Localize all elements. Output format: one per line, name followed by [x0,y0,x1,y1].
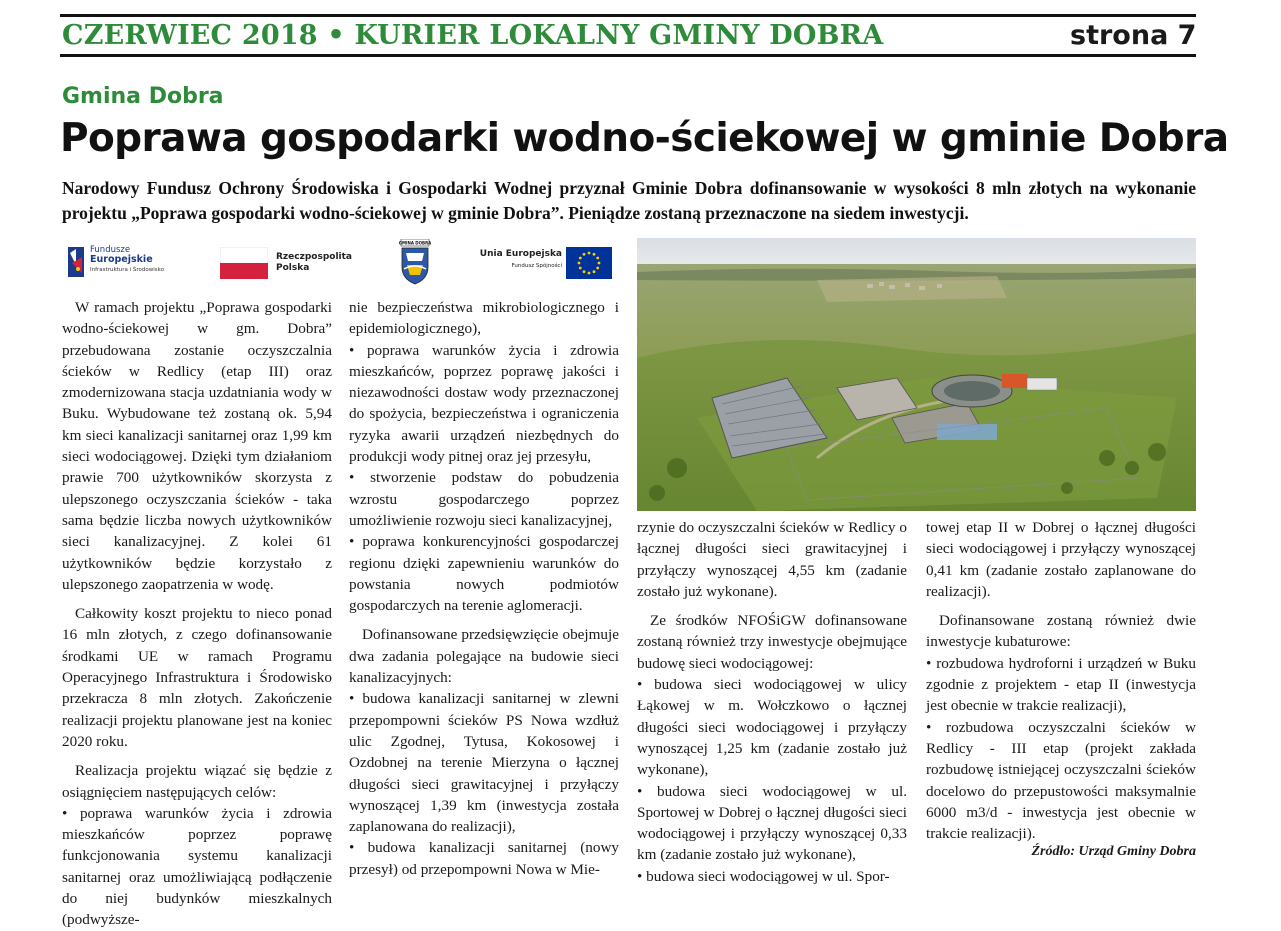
svg-text:GMINA DOBRA: GMINA DOBRA [398,240,432,246]
col1-paragraph-2: Całkowity koszt projektu to nieco ponad 16 mln złotych, z czego dofinansowanie środkami UE w ramach Programu Operacyjnego Infrastruktura i Środowisko przekracza 8 mln złotych. Zakończenie realizacji projektu planowane jest na koniec 2020 roku. [62,605,332,750]
col3-paragraph-2: Ze środków NFOŚiGW dofinansowane zostaną również trzy inwestycje obejmujące budowę sieci wodociągowej: [637,612,907,672]
masthead-bottom-rule [60,54,1196,57]
article-source: Źródło: Urząd Gminy Dobra [1031,844,1196,859]
unia-europejska-logo [474,243,618,283]
rp-line2: Polska [276,263,310,273]
col1-bullet-1: • poprawa warunków życia i zdrowia mieszkańców poprzez poprawę funkcjonowania systemu kanalizacji sanitarnej oraz umożliwiającą podłączenie do niej budynków mieszkalnych (podwyższe- [62,804,332,929]
crest-icon [398,239,432,285]
article-column-2 [349,297,619,880]
col3-paragraph-1: rzynie do oczyszczalni ścieków w Redlicy o łącznej długości sieci grawitacyjnej i przyłączy wynoszącej 4,55 km (zadanie zostało już wykonane). [637,519,907,600]
col3-bullet-3: • budowa sieci wodociągowej w ul. Spor- [637,867,890,885]
gmina-dobra-crest [398,239,432,283]
col4-bullet-1: • rozbudowa hydroforni i urządzeń w Buku zgodnie z projektem - etap II (inwestycja jest obecnie w trakcie realizacji), [926,654,1196,715]
col1-paragraph-3: Realizacja projektu wiązać się będzie z osiągnięciem następujących celów: [62,762,332,801]
fe-line2: Europejskie [90,254,153,265]
eu-flag-icon [566,247,612,279]
ue-line2: Fundusz Spójności [511,263,562,269]
ue-line1: Unia Europejska [479,249,562,259]
aerial-water-treatment-plant-photo [637,238,1196,511]
fundusze-europejskie-logo [66,243,206,283]
col2-paragraph-1: nie bezpieczeństwa mikrobiologicznego i epidemiologicznego), [349,299,619,338]
polish-flag-icon [220,247,268,279]
masthead-top-rule [60,14,1196,17]
funding-logos [62,240,618,283]
masthead-title: CZERWIEC 2018 • KURIER LOKALNY GMINY DOBRA [62,20,884,51]
fundusze-europejskie-icon [66,243,88,281]
article-column-4 [926,517,1196,844]
col2-bullet-1: • poprawa warunków życia i zdrowia mieszkańców, poprzez poprawę jakości i niezawodności dostaw wody przeznaczonej do spożycia, bezpieczeństwa i ograniczenia ryzyka awarii urządzeń niezbędnych do produkcji wody pitnej oraz jej przesyłu, [349,341,619,466]
col2-bullet-5: • budowa kanalizacji sanitarnej (nowy przesył) od przepompowni Nowa w Mie- [349,839,619,878]
rzeczpospolita-logo [220,243,360,283]
col2-paragraph-2: Dofinansowane przedsięwzięcie obejmuje dwa zadania polegające na budowie sieci kanalizacyjnych: [349,626,619,687]
col1-paragraph-1: W ramach projektu „Poprawa gospodarki wodno-ściekowej w gm. Dobra” przebudowana zostanie oczyszczalnia ścieków w Redlicy (etap III) oraz zmodernizowana stacja uzdatniania wody w Buku. Wybudowane też zostaną ok. 5,94 km sieci kanalizacji sanitarnej oraz 1,99 km sieci wodociągowej. Dzięki tym działaniom prawie 700 użytkowników skorzysta z ulepszonego oczyszczania ścieków - taka sama będzie liczba nowych użytkowników sieci kanalizacyjnej. Z kolei 61 użytkowników będzie korzystało z ulepszonego zaopatrzenia w wodę. [62,299,332,593]
col2-bullet-2: • stworzenie podstaw do pobudzenia wzrostu gospodarczego poprzez umożliwienie rozwoju sieci kanalizacyjnej, [349,469,619,529]
rp-line1: Rzeczpospolita [276,252,352,262]
col3-bullet-2: • budowa sieci wodociągowej w ul. Sportowej w Dobrej o łącznej długości sieci wodociągowej i przyłączy wynoszącej 0,33 km (zadanie zostało już wykonane), [637,782,907,864]
article-column-1 [62,297,332,931]
col2-bullet-3: • poprawa konkurencyjności gospodarczej regionu dzięki zapewnieniu warunków do powstania nowych podmiotów gospodarczych na terenie aglomeracji. [349,533,619,615]
article-column-3 [637,517,907,887]
section-label: Gmina Dobra [62,84,224,109]
fe-line3: Infrastruktura i Środowisko [90,267,165,273]
page-number: strona 7 [1070,20,1197,51]
article-headline: Poprawa gospodarki wodno-ściekowej w gminie Dobra [60,116,1229,161]
article-lead: Narodowy Fundusz Ochrony Środowiska i Gospodarki Wodnej przyznał Gminie Dobra dofinansowanie w wysokości 8 mln złotych na wykonanie projektu „Poprawa gospodarki wodno-ściekowej w gminie Dobra”. Pieniądze zostaną przeznaczone na siedem inwestycji. [62,178,1196,223]
col4-paragraph-2: Dofinansowane zostaną również dwie inwestycje kubaturowe: [926,612,1196,651]
col4-bullet-2: • rozbudowa oczyszczalni ścieków w Redlicy - III etap (projekt zakłada rozbudowę istniejącej oczyszczalni ścieków docelowo do przepustowości maksymalnie 6000 m3/d - inwestycja jest obecnie w trakcie realizacji). [926,718,1196,843]
fe-line1: Fundusze [90,245,131,255]
col2-bullet-4: • budowa kanalizacji sanitarnej w zlewni przepompowni ścieków PS Nowa wzdłuż ulic Zgodnej, Tytusa, Kokosowej i Ozdobnej na terenie Mierzyna o łącznej długości sieci grawitacyjnej i przyłączy wynoszącej 1,39 km (inwestycja została zaplanowana do realizacji), [349,690,619,836]
col4-paragraph-1: towej etap II w Dobrej o łącznej długości sieci wodociągowej i przyłączy wynoszącej 0,41 km (zadanie zostało zaplanowane do realizacji). [926,519,1196,600]
col3-bullet-1: • budowa sieci wodociągowej w ulicy Łąkowej w m. Wołczkowo o łącznej długości sieci wodociągowej i przyłączy wynoszącej 1,25 km (zadanie zostało już wykonane), [637,676,907,779]
